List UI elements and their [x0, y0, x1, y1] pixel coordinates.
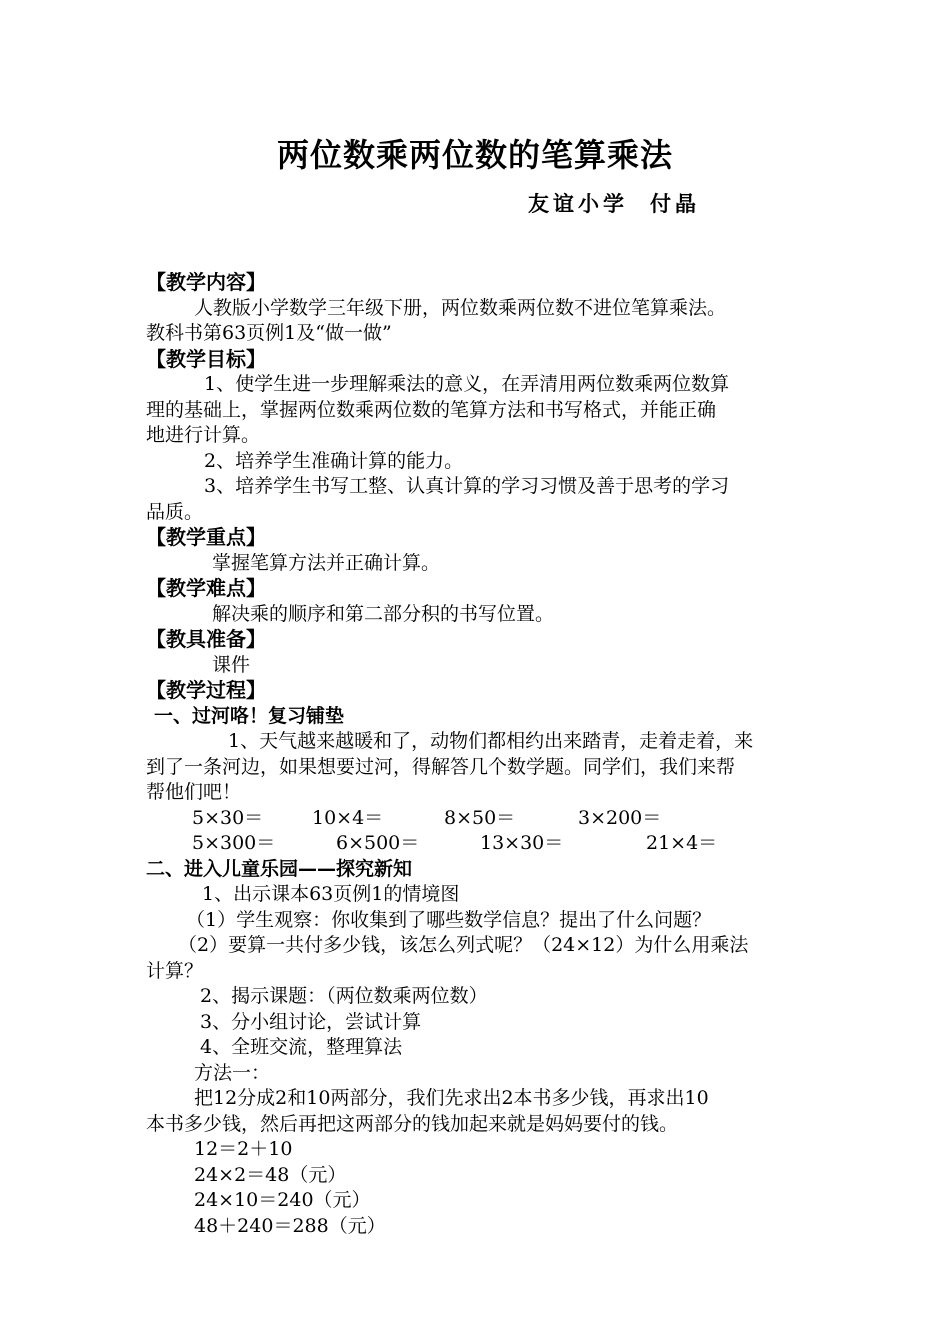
author-line — [528, 188, 700, 218]
problem: 5×30＝ — [192, 806, 264, 829]
paragraph-line: 教科书第63页例1及“做一做” — [146, 322, 392, 344]
paragraph-line: 掌握笔算方法并正确计算。 — [212, 551, 441, 574]
section-heading-tools: 【教具准备】 — [146, 627, 266, 651]
equation-line: 24×2＝48（元） — [194, 1163, 347, 1186]
paragraph-line: （1）学生观察：你收集到了哪些数学信息？提出了什么问题？ — [186, 908, 712, 931]
section-heading-goals: 【教学目标】 — [146, 346, 266, 371]
document-body — [146, 270, 810, 1239]
section-heading-process: 【教学过程】 — [146, 678, 266, 702]
problem: 5×300＝ — [192, 832, 276, 854]
paragraph-line: 2、培养学生准确计算的能力。 — [204, 449, 464, 472]
section-heading-content: 【教学内容】 — [146, 270, 266, 294]
paragraph-line: 4、全班交流，整理算法 — [200, 1036, 403, 1058]
paragraph-line: 解决乘的顺序和第二部分积的书写位置。 — [212, 602, 555, 625]
equation-line: 24×10＝240（元） — [194, 1189, 371, 1211]
paragraph-line: 理的基础上，掌握两位数乘两位数的笔算方法和书写格式，并能正确 — [146, 398, 717, 421]
equation-line: 48＋240＝288（元） — [194, 1214, 386, 1237]
problem-row — [146, 831, 810, 857]
paragraph-line: 本书多少钱，然后再把这两部分的钱加起来就是妈妈要付的钱。 — [146, 1112, 679, 1135]
paragraph-line: 方法一： — [194, 1061, 271, 1084]
paragraph-line: 把12分成2和10两部分，我们先求出2本书多少钱，再求出10 — [194, 1087, 709, 1109]
equation-line: 12＝2＋10 — [194, 1138, 293, 1160]
paragraph-line: 1、出示课本63页例1的情境图 — [202, 883, 460, 905]
section-heading-difficulty: 【教学难点】 — [146, 576, 266, 600]
author-school: 友谊小学 — [528, 192, 628, 216]
author-name: 付晶 — [650, 192, 700, 216]
problem-row — [146, 806, 810, 832]
section-heading-key: 【教学重点】 — [146, 525, 266, 549]
problem: 10×4＝ — [312, 806, 384, 829]
paragraph-line: 人教版小学数学三年级下册，两位数乘两位数不进位笔算乘法。 — [194, 296, 727, 319]
problem: 21×4＝ — [646, 832, 718, 854]
paragraph-line: 到了一条河边，如果想要过河，得解答几个数学题。同学们，我们来帮 — [146, 755, 736, 778]
page-title: 两位数乘两位数的笔算乘法 — [276, 136, 673, 174]
paragraph-line: 3、培养学生书写工整、认真计算的学习习惯及善于思考的学习 — [204, 475, 730, 497]
paragraph-line: 2、揭示课题：（两位数乘两位数） — [200, 985, 488, 1007]
paragraph-line: 品质。 — [146, 500, 204, 523]
paragraph-line: 1、天气越来越暖和了，动物们都相约出来踏青，走着走着，来 — [228, 730, 754, 752]
problem: 3×200＝ — [578, 806, 662, 829]
paragraph-line: 3、分小组讨论，尝试计算 — [200, 1010, 422, 1033]
paragraph-line: 计算？ — [146, 959, 204, 982]
paragraph-line: 地进行计算。 — [146, 424, 261, 446]
problem: 13×30＝ — [480, 832, 564, 854]
paragraph-line: （2）要算一共付多少钱，该怎么列式呢？（24×12）为什么用乘法 — [178, 934, 749, 956]
subsection-heading-explore: 二、进入儿童乐园——探究新知 — [146, 857, 413, 880]
paragraph-line: 课件 — [212, 653, 251, 676]
problem: 8×50＝ — [444, 806, 516, 829]
paragraph-line: 帮他们吧！ — [146, 781, 242, 803]
problem: 6×500＝ — [336, 832, 420, 854]
paragraph-line: 1、使学生进一步理解乘法的意义，在弄清用两位数乘两位数算 — [204, 373, 730, 395]
subsection-heading-review: 一、过河咯！复习铺垫 — [154, 704, 345, 727]
